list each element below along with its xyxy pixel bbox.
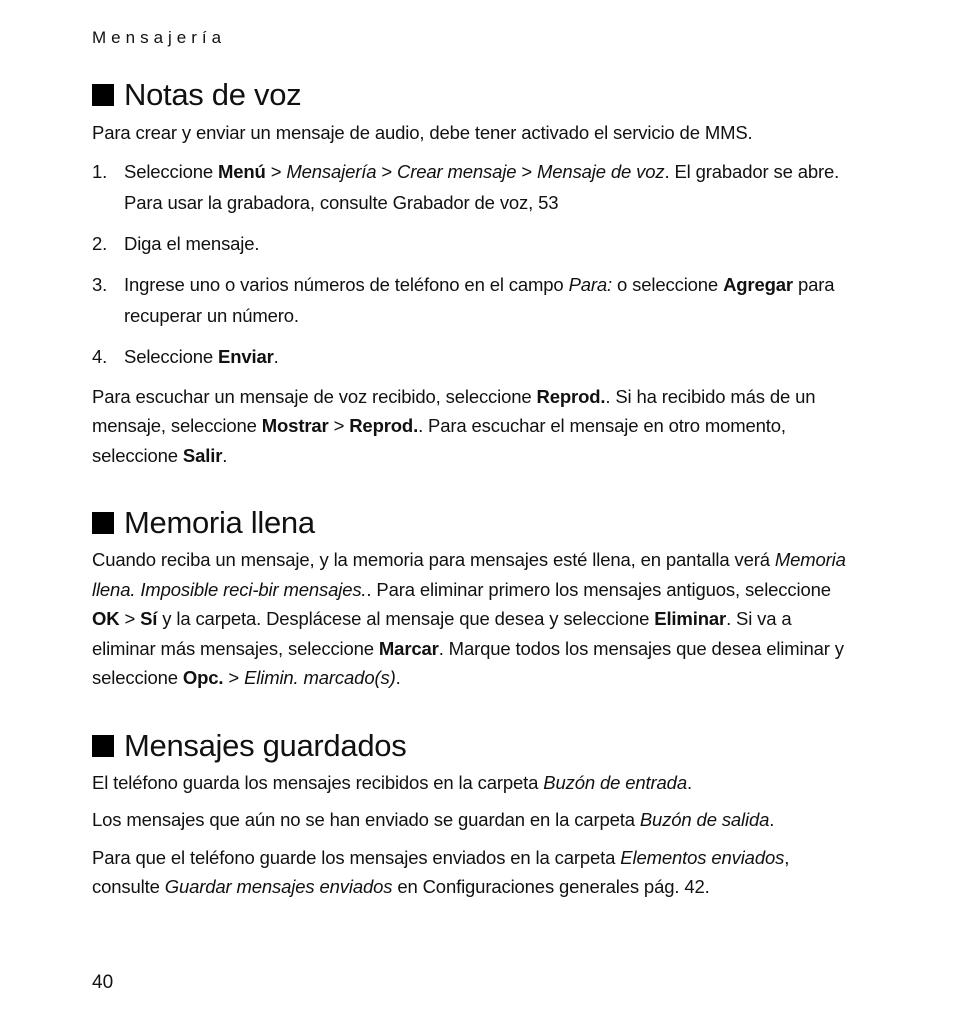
body-paragraph: Los mensajes que aún no se han enviado se guardan en la carpeta Buzón de salida.: [92, 809, 775, 830]
intro-paragraph: Para crear y enviar un mensaje de audio, debe tener activado el servicio de MMS.: [92, 122, 753, 143]
section-title: Mensajes guardados: [124, 727, 407, 763]
steps-list: [92, 156, 852, 372]
running-header: Mensajería: [92, 28, 227, 47]
section-notas-de-voz: [92, 78, 852, 470]
page-content: [92, 78, 852, 910]
list-item: 4. Seleccione Enviar.: [92, 345, 279, 367]
page-number: 40: [92, 972, 114, 993]
body-paragraph: Cuando reciba un mensaje, y la memoria para mensajes esté llena, en pantalla verá Memoria llena. Imposible reci-bir mensajes.. Para eliminar primero los mensajes antiguos, seleccione OK > Sí y la carpeta. Desplácese al mensaje que desea y seleccione Eliminar. Si va a eliminar más mensajes, seleccione Marcar. Marque todos los mensajes que desea eliminar y seleccione Opc. > Elimin. marcado(s).: [92, 549, 846, 688]
square-bullet-icon: [92, 735, 114, 757]
section-memoria-llena: [92, 506, 852, 693]
section-heading: [92, 506, 852, 540]
list-item: 2. Diga el mensaje.: [92, 232, 260, 254]
body-paragraph: El teléfono guarda los mensajes recibidos en la carpeta Buzón de entrada.: [92, 771, 692, 793]
list-item: 1. Seleccione Menú > Mensajería > Crear mensaje > Mensaje de voz. El grabador se abre. Para usar la grabadora, consulte Grabador de voz, 53: [92, 160, 840, 213]
square-bullet-icon: [92, 84, 114, 106]
section-title: Memoria llena: [124, 505, 315, 540]
square-bullet-icon: [92, 512, 114, 534]
section-mensajes-guardados: [92, 729, 852, 902]
section-heading: [92, 78, 852, 112]
section-title: Notas de voz: [124, 77, 302, 112]
body-paragraph: Para que el teléfono guarde los mensajes enviados en la carpeta Elementos enviados, consulte Guardar mensajes enviados en Configuraciones generales pág. 42.: [92, 846, 790, 897]
section-heading: [92, 729, 852, 763]
closing-paragraph: Para escuchar un mensaje de voz recibido, seleccione Reprod.. Si ha recibido más de un mensaje, seleccione Mostrar > Reprod.. Para escuchar el mensaje en otro momento, seleccione Salir.: [92, 385, 816, 466]
list-item: 3. Ingrese uno o varios números de teléfono en el campo Para: o seleccione Agregar para recuperar un número.: [92, 273, 835, 326]
